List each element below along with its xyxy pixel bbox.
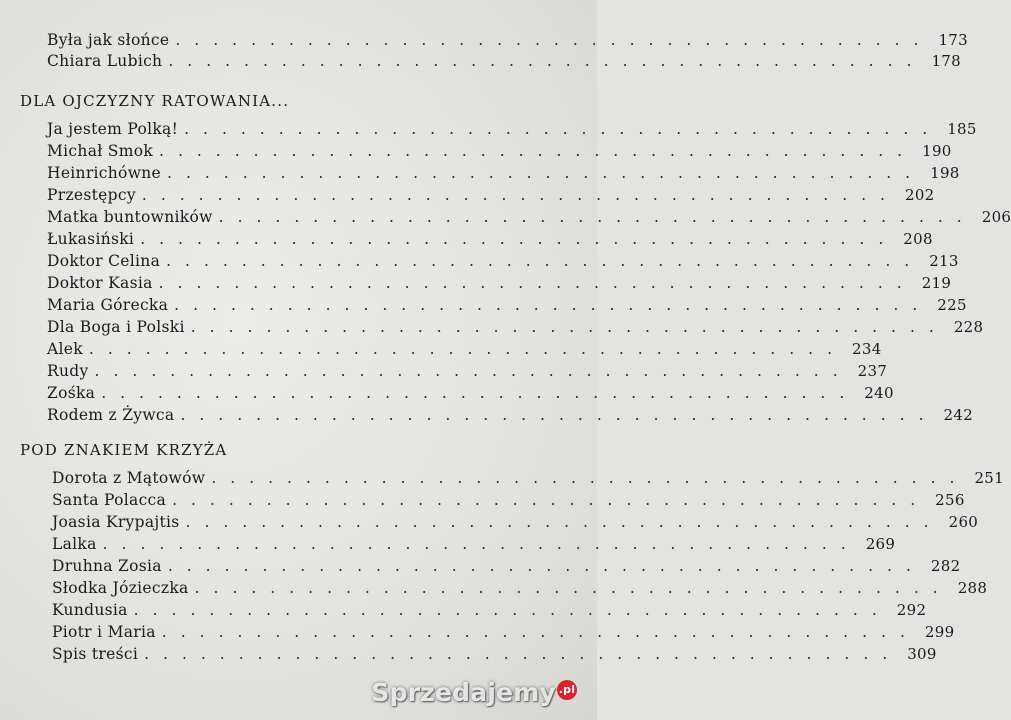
toc-entry-title: Doktor Kasia <box>47 274 153 292</box>
toc-entry-page: 309 <box>907 645 937 663</box>
toc-entry-title: Kundusia <box>52 601 128 619</box>
toc-entry <box>47 164 960 186</box>
toc-entry-page: 288 <box>957 579 988 597</box>
toc-entry-title: Matka buntowników <box>47 208 213 226</box>
dot-leader: ........................................ <box>185 513 943 531</box>
toc-entry <box>47 274 952 296</box>
dot-leader: ........................................ <box>102 535 860 553</box>
toc-entry-page: 208 <box>903 230 933 248</box>
toc-entry-title: Rodem z Żywca <box>47 406 175 424</box>
toc-entry-page: 198 <box>930 164 960 182</box>
toc-entry-page: 178 <box>931 52 961 70</box>
toc-entry-title: Alek <box>47 340 83 358</box>
toc-entry-title: Słodka Józieczka <box>52 579 189 597</box>
toc-entry <box>47 318 984 340</box>
section-heading: DLA OJCZYZNY RATOWANIA... <box>20 92 290 110</box>
toc-entry-title: Chiara Lubich <box>47 52 163 70</box>
toc-entry-page: 225 <box>937 296 967 314</box>
toc-entry <box>47 52 961 74</box>
toc-entry <box>52 579 988 601</box>
toc-entry-page: 173 <box>938 31 968 49</box>
toc-entry <box>52 491 965 513</box>
toc-entry-page: 234 <box>852 340 882 358</box>
toc-entry <box>47 384 894 406</box>
toc-entry <box>52 535 896 557</box>
toc-entry-title: Maria Górecka <box>47 296 169 314</box>
dot-leader: ........................................ <box>167 557 925 575</box>
dot-leader: ........................................ <box>158 274 916 292</box>
toc-entry <box>52 645 937 667</box>
dot-leader: ........................................ <box>141 186 899 204</box>
toc-entry-title: Rudy <box>47 362 89 380</box>
dot-leader: ........................................ <box>94 362 852 380</box>
toc-entry-page: 213 <box>929 252 959 270</box>
toc-entry-title: Heinrichówne <box>47 164 162 182</box>
toc-entry-page: 219 <box>921 274 952 292</box>
toc-entry <box>47 230 933 252</box>
toc-entry-title: Michał Smok <box>47 142 154 160</box>
toc-entry <box>52 557 961 579</box>
toc-entry-page: 251 <box>974 469 1004 487</box>
toc-entry-title: Lalka <box>52 535 97 553</box>
toc-entry <box>52 469 1004 491</box>
dot-leader: ........................................ <box>175 31 933 49</box>
toc-entry-title: Druhna Zosia <box>52 557 162 575</box>
watermark-text: Sprzedajemy <box>371 678 556 707</box>
toc-entry-title: Joasia Krypajtis <box>52 513 180 531</box>
toc-entry-title: Dla Boga i Polski <box>47 318 185 336</box>
dot-leader: ........................................ <box>88 340 847 358</box>
toc-entry-title: Spis treści <box>52 645 139 663</box>
dot-leader: ........................................ <box>133 601 891 619</box>
dot-leader: ........................................ <box>101 384 859 402</box>
toc-entry-title: Była jak słońce <box>47 31 170 49</box>
toc-entry <box>47 120 977 142</box>
toc-entry-page: 269 <box>865 535 896 553</box>
toc-entry-title: Doktor Celina <box>47 252 161 270</box>
toc-entry <box>52 513 979 535</box>
dot-leader: ........................................ <box>184 120 942 138</box>
toc-entry-page: 256 <box>935 491 965 509</box>
toc-entry-page: 185 <box>947 120 977 138</box>
dot-leader: ........................................ <box>140 230 898 248</box>
toc-entry-page: 299 <box>924 623 955 641</box>
toc-entry <box>47 406 974 428</box>
dot-leader: ........................................ <box>190 318 948 336</box>
toc-entry-title: Ja jestem Polką! <box>47 120 179 138</box>
dot-leader: ........................................ <box>172 491 930 509</box>
watermark-suffix: .pl <box>557 680 577 700</box>
dot-leader: ........................................ <box>166 252 924 270</box>
toc-entry-title: Dorota z Mątowów <box>52 469 206 487</box>
toc-entry-page: 228 <box>953 318 984 336</box>
dot-leader: ........................................ <box>168 52 926 70</box>
toc-entry-title: Piotr i Maria <box>52 623 156 641</box>
toc-entry-page: 237 <box>857 362 888 380</box>
dot-leader: ........................................ <box>194 579 952 597</box>
dot-leader: ........................................ <box>218 208 976 226</box>
toc-entry-title: Przestępcy <box>47 186 136 204</box>
dot-leader: ........................................ <box>211 469 969 487</box>
toc-entry <box>52 601 927 623</box>
toc-entry-title: Łukasiński <box>47 230 135 248</box>
dot-leader: ........................................ <box>167 164 925 182</box>
toc-entry <box>47 142 952 164</box>
toc-entry <box>52 623 955 645</box>
toc-entry <box>47 186 935 208</box>
toc-entry-page: 282 <box>930 557 961 575</box>
toc-entry-page: 240 <box>864 384 894 402</box>
dot-leader: ........................................ <box>174 296 932 314</box>
toc-entry-page: 260 <box>948 513 979 531</box>
toc-entry-page: 206 <box>981 208 1011 226</box>
toc-entry-page: 242 <box>943 406 974 424</box>
watermark-logo <box>371 678 577 707</box>
section-heading: POD ZNAKIEM KRZYŻA <box>20 441 228 459</box>
dot-leader: ........................................ <box>161 623 919 641</box>
dot-leader: ........................................ <box>144 645 902 663</box>
toc-entry <box>47 252 959 274</box>
toc-entry-title: Zośka <box>47 384 96 402</box>
dot-leader: ........................................ <box>159 142 917 160</box>
toc-entry <box>47 208 1011 230</box>
toc-entry-page: 190 <box>922 142 952 160</box>
toc-entry <box>47 296 967 318</box>
toc-entry <box>47 340 882 362</box>
toc-entry-title: Santa Polacca <box>52 491 167 509</box>
dot-leader: ........................................ <box>180 406 938 424</box>
toc-entry <box>47 362 888 384</box>
toc-entry <box>47 31 968 53</box>
toc-entry-page: 292 <box>896 601 927 619</box>
toc-entry-page: 202 <box>905 186 935 204</box>
